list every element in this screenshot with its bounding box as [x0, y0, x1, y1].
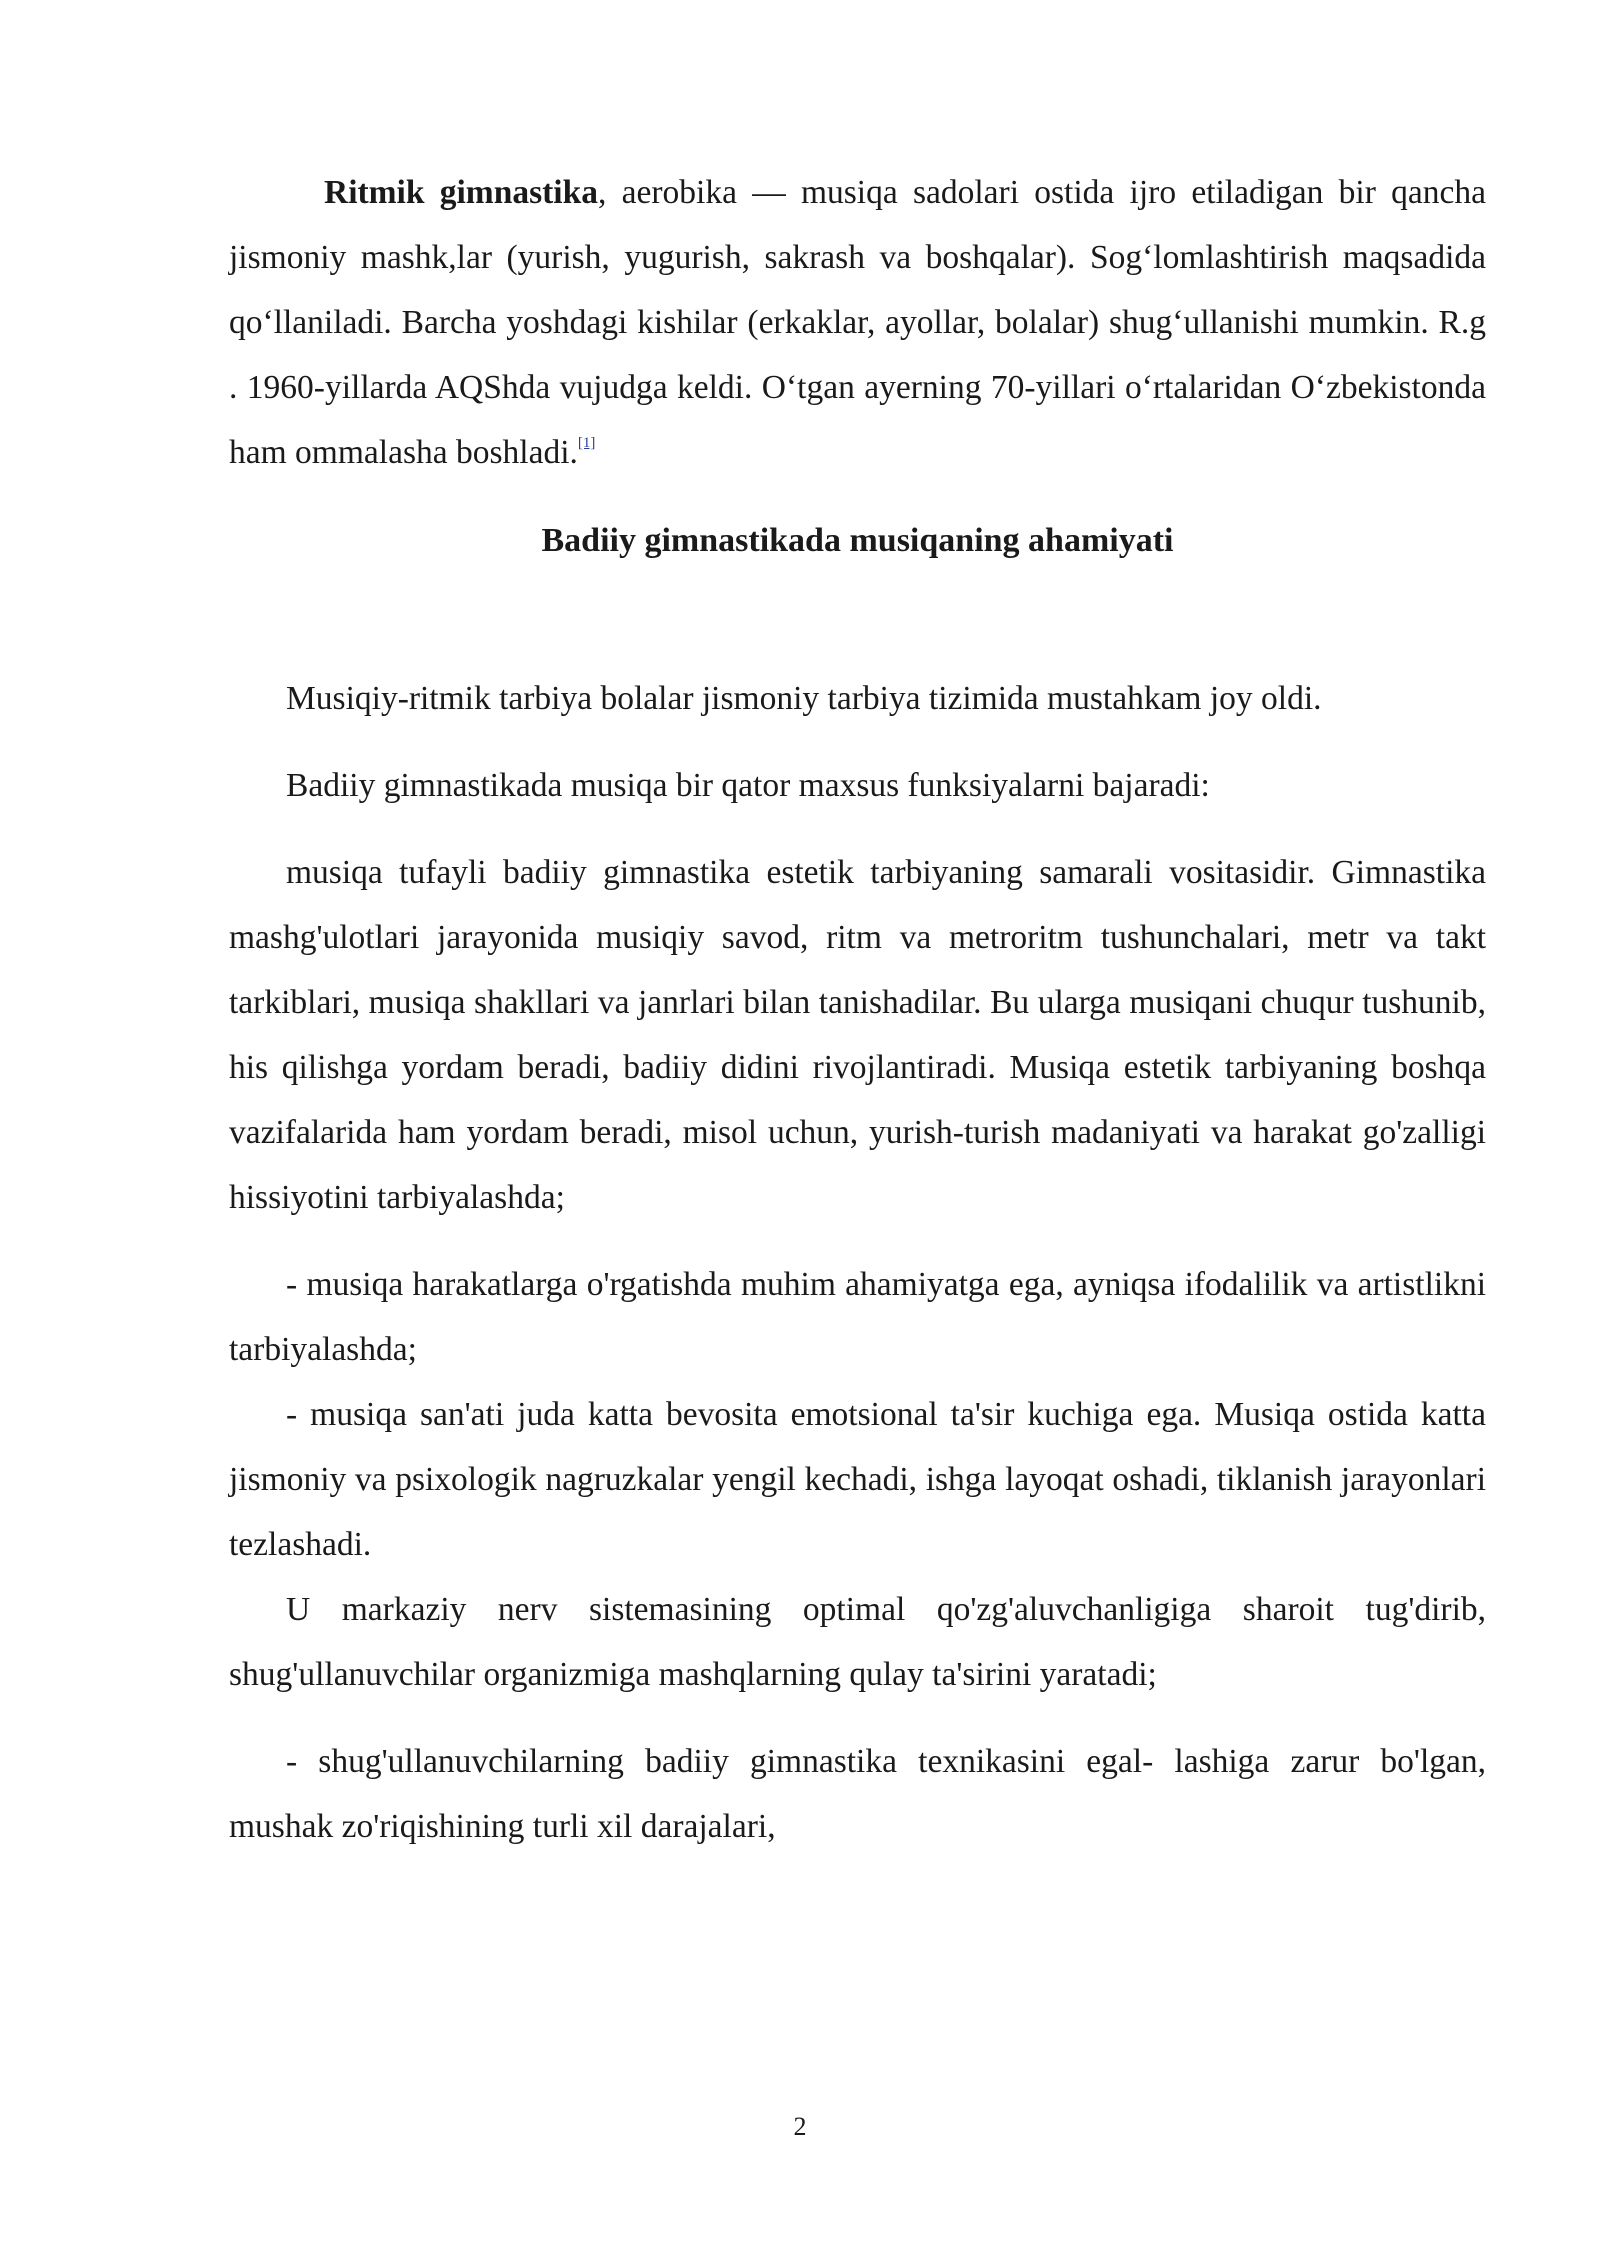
paragraph-2: Badiiy gimnastikada musiqa bir qator maxsus funksiyalarni bajaradi:: [286, 767, 1210, 804]
paragraph-3: musiqa tufayli badiiy gimnastika estetik tarbiyaning samarali vositasidir. Gimnastika mashg'ulotlari jarayonida musiqiy savod, ritm va metroritm tushunchalari, metr va takt tarkiblari, musiqa shakllari va janrlari bilan tanishadilar. Bu ularga musiqani chuqur tushunib, his qilishga yordam beradi, badiiy didini rivojlantiradi. Musiqa estetik tarbiyaning boshqa vazifalarida ham yordam beradi, misol uchun, yurish-turish madaniyati va harakat go'zalligi hissiyotini tarbiyalashda;: [229, 854, 1486, 1216]
footnote-link[interactable]: [1]: [577, 435, 596, 451]
intro-paragraph: [229, 160, 1486, 485]
paragraph-5: - musiqa san'ati juda katta bevosita emotsional ta'sir kuchiga ega. Musiqa ostida katta jismoniy va psixologik nagruzkalar yengil kechadi, ishga layoqat oshadi, tiklanish jarayonlari tezlashadi.: [229, 1396, 1486, 1563]
paragraph-4: - musiqa harakatlarga o'rgatishda muhim ahamiyatga ega, ayniqsa ifodalilik va artistlikni tarbiyalashda;: [229, 1266, 1486, 1368]
paragraph-6: U markaziy nerv sistemasining optimal qo'zg'aluvchanligiga sharoit tug'dirib, shug'ullanuvchilar organizmiga mashqlarning qulay ta'sirini yaratadi;: [229, 1591, 1486, 1693]
document-page: [229, 160, 1486, 1859]
spacer: [229, 818, 1486, 840]
page-number: 2: [793, 2112, 807, 2141]
intro-term: Ritmik gimnastika: [324, 174, 598, 211]
spacer: [229, 731, 1486, 753]
spacer: [229, 1707, 1486, 1729]
paragraph-7: - shug'ullanuvchilarning badiiy gimnastika texnikasini egal- lashiga zarur bo'lgan, mushak zo'riqishining turli xil darajalari,: [229, 1743, 1486, 1845]
intro-text: , aerobika — musiqa sadolari ostida ijro etiladigan bir qancha jismoniy mashk,lar (yurish, yugurish, sakrash va boshqalar). Sog‘lomlashtirish maqsadida qo‘llaniladi. Barcha yoshdagi kishilar (erkaklar, ayollar, bolalar) shug‘ullanishi mumkin. R.g . 1960-yillarda AQShda vujudga keldi. O‘tgan ayerning 70-yillari o‘rtalaridan O‘zbekistonda ham ommalasha boshladi.: [229, 174, 1486, 471]
spacer: [229, 1230, 1486, 1252]
section-heading: Badiiy gimnastikada musiqaning ahamiyati: [541, 522, 1174, 559]
spacer: [229, 573, 1486, 666]
paragraph-1: Musiqiy-ritmik tarbiya bolalar jismoniy tarbiya tizimida mustahkam joy oldi.: [286, 680, 1322, 717]
